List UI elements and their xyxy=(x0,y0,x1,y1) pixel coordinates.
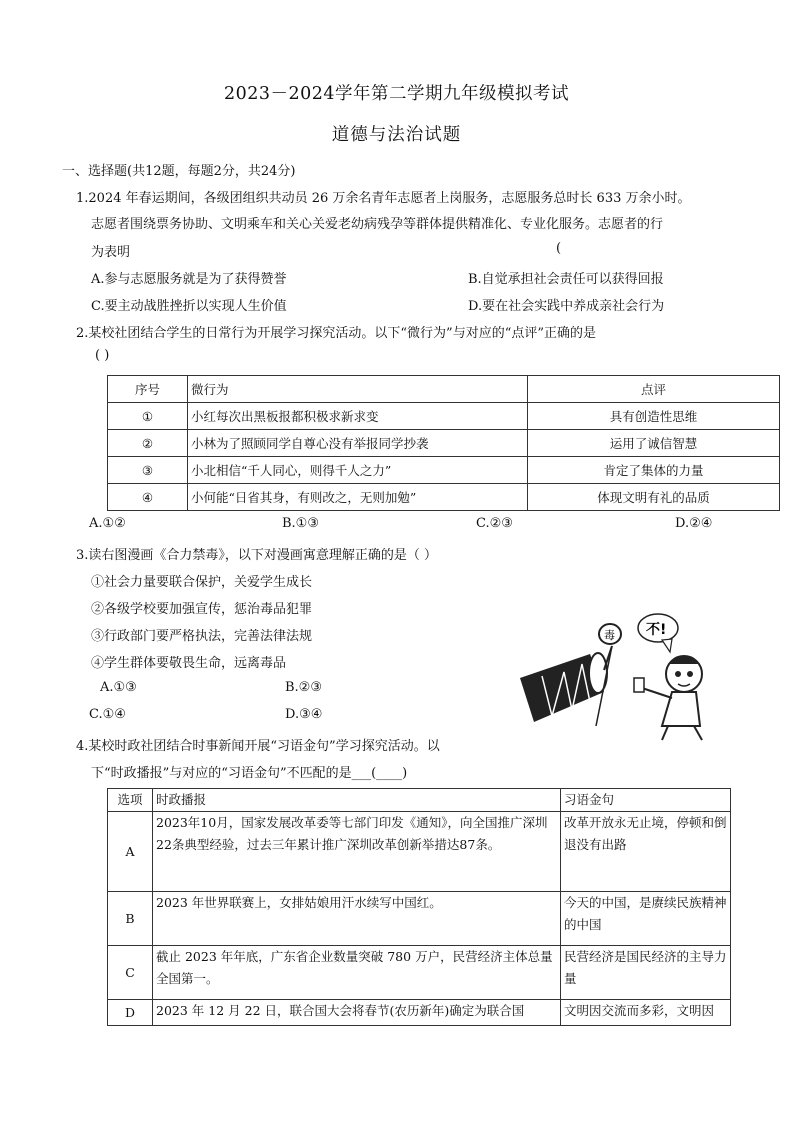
table-cell: A xyxy=(108,812,153,892)
table-header-row xyxy=(108,376,780,403)
table-cell: 小何能“日省其身，有则改之，无则加勉” xyxy=(188,484,528,511)
table-header-cell: 选项 xyxy=(108,789,153,812)
table-header-cell: 序号 xyxy=(108,376,188,403)
table-row xyxy=(108,1000,731,1026)
q2-option-a: A.①② xyxy=(89,516,126,531)
table-row xyxy=(108,812,731,892)
q1-option-c: C.要主动战胜挫折以实现人生价值 xyxy=(91,299,287,314)
table-cell: C xyxy=(108,946,153,1000)
table-header-row xyxy=(108,789,731,812)
q3-statement-1: ①社会力量要联合保护，关爱学生成长 xyxy=(91,575,313,590)
table-cell: 2023 年世界联赛上，女排姑娘用汗水续写中国红。 xyxy=(153,892,561,946)
q1-line2: 志愿者围绕票务协助、文明乘车和关心关爱老幼病残孕等群体提供精准化、专业化服务。志愿者的行 xyxy=(91,217,664,232)
table-cell: D xyxy=(108,1000,153,1026)
q1-line3: 为表明 xyxy=(91,245,131,260)
q4-line2: 下“时政播报”与对应的“习语金句”不匹配的是___(____) xyxy=(91,766,408,781)
table-cell: 体现文明有礼的品质 xyxy=(528,484,780,511)
q3-statement-4: ④学生群体要敬畏生命，远离毒品 xyxy=(91,656,287,671)
table-row xyxy=(108,457,780,484)
table-cell: 2023年10月，国家发展改革委等七部门印发《通知》，向全国推广深圳22条典型经验，过去三年累计推广深圳改革创新举措达87条。 xyxy=(153,812,561,892)
q3-option-a: A.①③ xyxy=(100,680,137,695)
table-cell: 民营经济是国民经济的主导力量 xyxy=(561,946,731,1000)
q2-paren: ( ) xyxy=(95,348,110,363)
q3-statement-2: ②各级学校要加强宣传，惩治毒品犯罪 xyxy=(91,602,313,617)
q1-paren: ( xyxy=(556,241,562,256)
table-cell: 文明因交流而多彩，文明因 xyxy=(561,1000,731,1026)
q1-option-d: D.要在社会实践中养成亲社会行为 xyxy=(468,299,665,314)
q3-statement-3: ③行政部门要严格执法，完善法律法规 xyxy=(91,629,313,644)
table-row xyxy=(108,946,731,1000)
q2-option-c: C.②③ xyxy=(476,516,513,531)
q4-line1: 4.某校时政社团结合时事新闻开展“习语金句”学习探究活动。以 xyxy=(76,739,440,754)
table-row xyxy=(108,484,780,511)
q1-line1: 1.2024 年春运期间，各级团组织共动员 26 万余名青年志愿者上岗服务，志愿服务总时长 633 万余小时。 xyxy=(76,191,691,206)
exam-title: 2023－2024学年第二学期九年级模拟考试 xyxy=(223,84,570,104)
q3-option-b: B.②③ xyxy=(285,680,322,695)
table-row xyxy=(108,892,731,946)
q2-option-b: B.①③ xyxy=(282,516,319,531)
table-cell: ② xyxy=(108,430,188,457)
table-cell: 2023 年 12 月 22 日，联合国大会将春节(农历新年)确定为联合国 xyxy=(153,1000,561,1026)
table-row xyxy=(108,403,780,430)
q3-line1: 3.读右图漫画《合力禁毒》，以下对漫画寓意理解正确的是（ ） xyxy=(76,548,438,563)
q2-line1: 2.某校社团结合学生的日常行为开展学习探究活动。以下“微行为”与对应的“点评”正确的是 xyxy=(76,326,596,341)
table-header-cell: 习语金句 xyxy=(561,789,731,812)
q2-option-d: D.②④ xyxy=(675,516,713,531)
table-cell: 肯定了集体的力量 xyxy=(528,457,780,484)
table-cell: 截止 2023 年年底，广东省企业数量突破 780 万户，民营经济主体总量全国第一。 xyxy=(153,946,561,1000)
speech-bubble-text: 不! xyxy=(646,622,667,638)
table-cell: 小红每次出黑板报都积极求新求变 xyxy=(188,403,528,430)
q3-option-d: D.③④ xyxy=(285,707,323,722)
exam-subtitle: 道德与法治试题 xyxy=(331,125,462,145)
anti-drug-cartoon xyxy=(512,606,744,742)
section-heading: 一、选择题(共12题，每题2分，共24分) xyxy=(62,164,296,179)
table-cell: 小林为了照顾同学自尊心没有举报同学抄袭 xyxy=(188,430,528,457)
cartoon-sign-text: 毒 xyxy=(604,629,615,642)
table-cell: 今天的中国，是赓续民族精神的中国 xyxy=(561,892,731,946)
table-cell: ④ xyxy=(108,484,188,511)
q1-option-b: B.自觉承担社会责任可以获得回报 xyxy=(468,272,664,287)
q4-table xyxy=(107,788,731,1026)
table-cell: B xyxy=(108,892,153,946)
table-cell: 小北相信“千人同心，则得千人之力” xyxy=(188,457,528,484)
table-header-cell: 微行为 xyxy=(188,376,528,403)
table-cell: 具有创造性思维 xyxy=(528,403,780,430)
table-header-cell: 点评 xyxy=(528,376,780,403)
table-cell: ① xyxy=(108,403,188,430)
table-header-cell: 时政播报 xyxy=(153,789,561,812)
table-row xyxy=(108,430,780,457)
table-cell: ③ xyxy=(108,457,188,484)
table-cell: 运用了诚信智慧 xyxy=(528,430,780,457)
q1-option-a: A.参与志愿服务就是为了获得赞誉 xyxy=(91,272,287,287)
table-cell: 改革开放永无止境，停顿和倒退没有出路 xyxy=(561,812,731,892)
q2-table xyxy=(107,375,780,511)
q3-option-c: C.①④ xyxy=(89,707,126,722)
